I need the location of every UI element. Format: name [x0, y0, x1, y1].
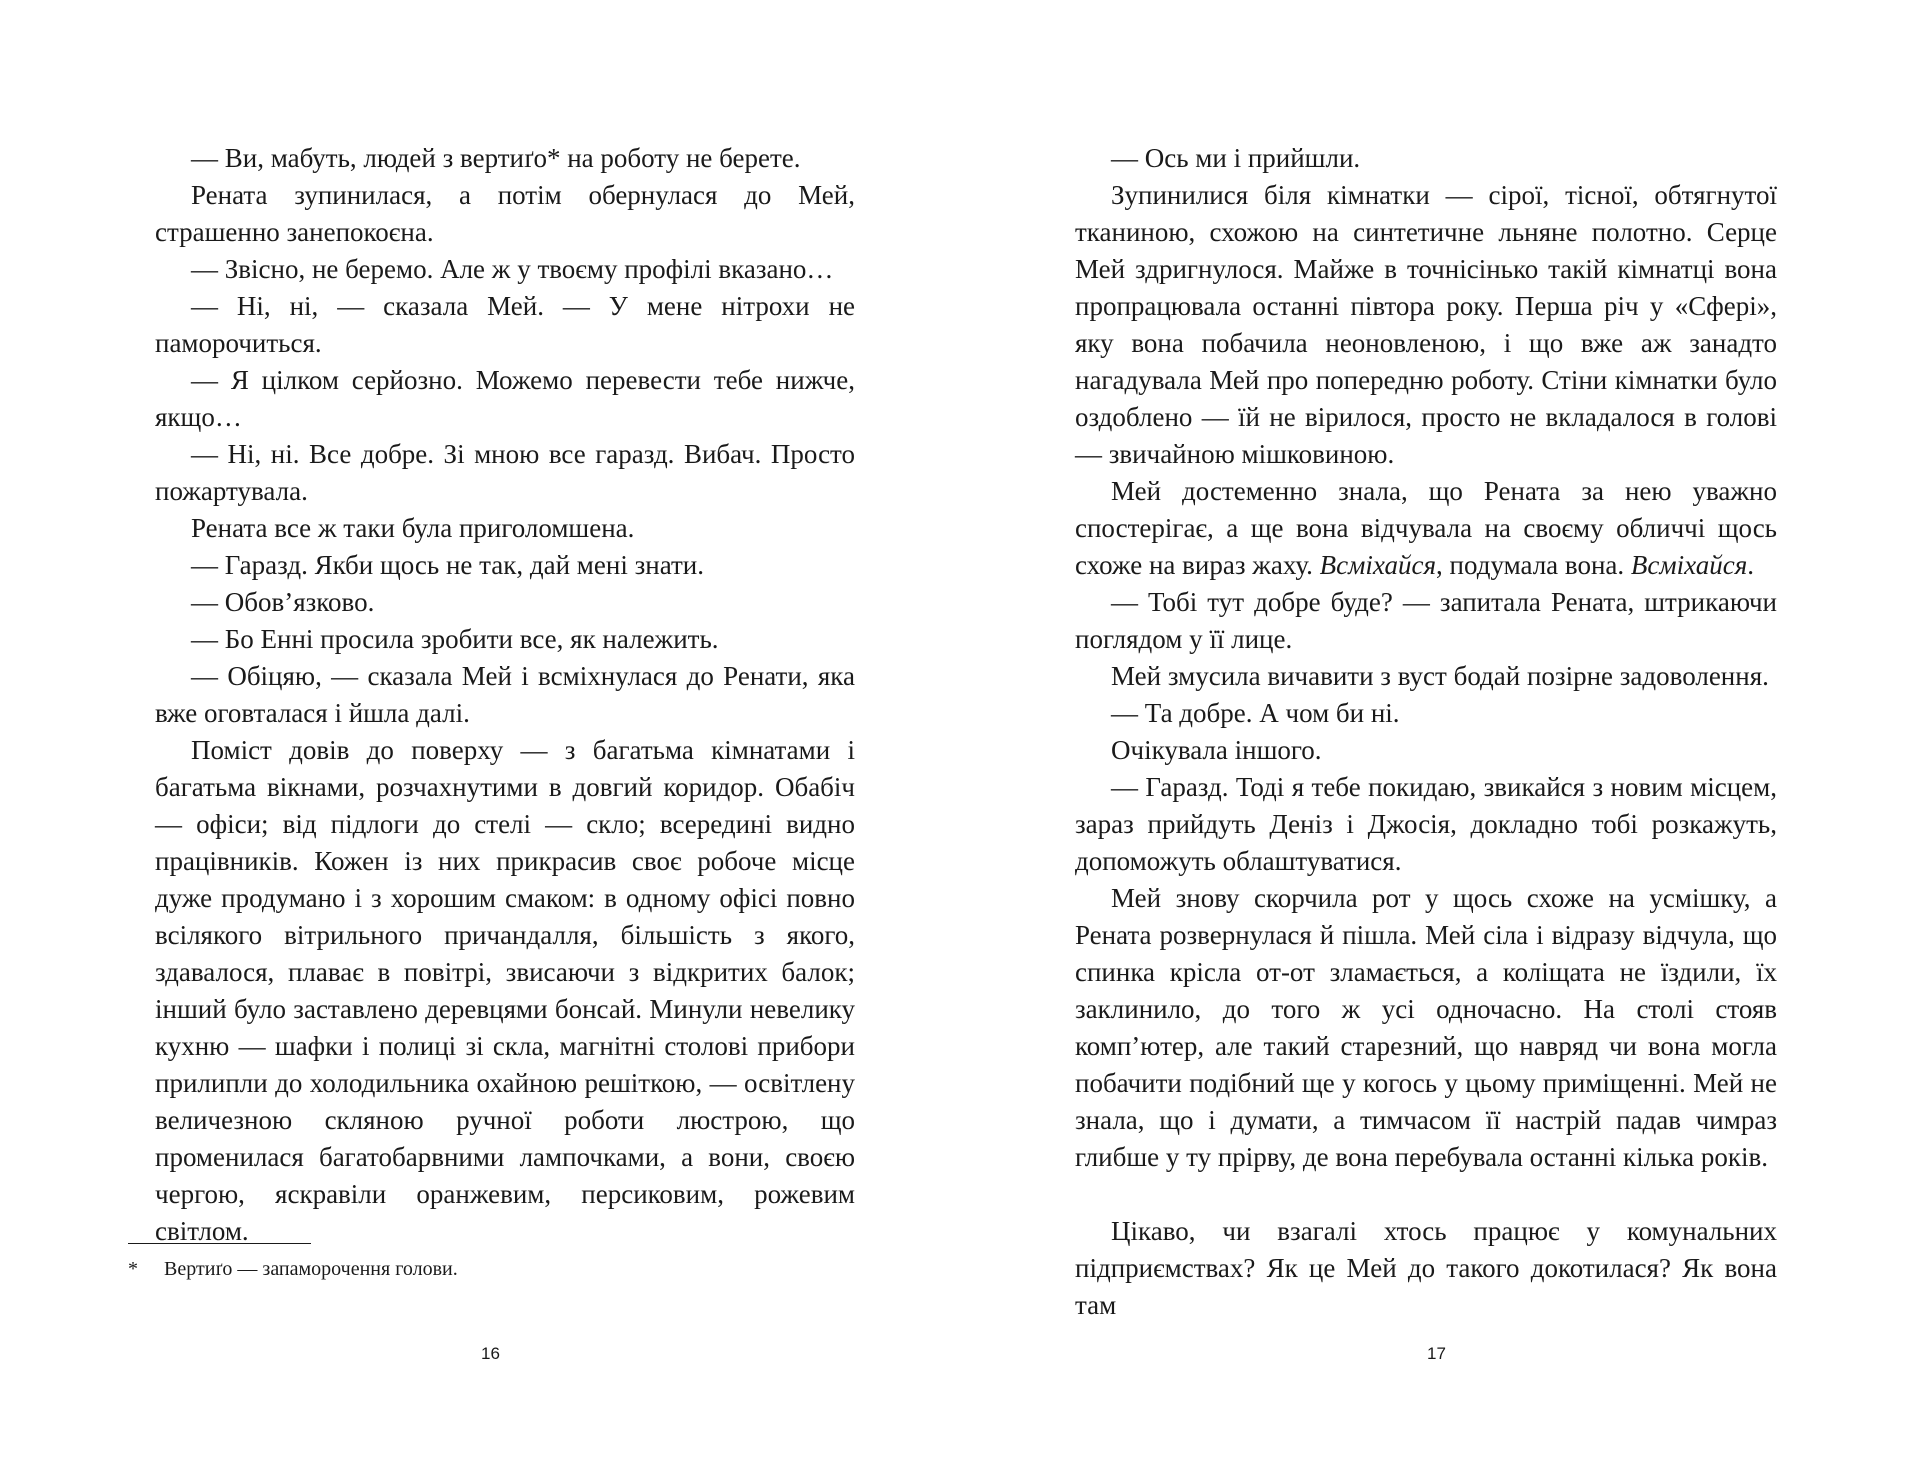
paragraph-text: , подумала вона. — [1436, 550, 1631, 580]
footnote-marker: * — [128, 1258, 138, 1280]
paragraph: — Ні, ні. Все добре. Зі мною все гаразд. Вибач. Просто пожартувала. — [155, 439, 855, 506]
paragraph: — Ось ми і прийшли. — [1111, 143, 1361, 173]
paragraph: Зупинилися біля кімнатки — сірої, тісної, обтягнутої тканиною, схожою на синтетичне льняне полотно. Серце Мей здригнулося. Майже в точнісінько такій кімнатці вона пропрацювала останні півтора року. Перша річ у «Сфері», яку вона побачила неоновленою, і що вже аж занадто нагадувала Мей про попередню роботу. Стіни кімнатки було оздоблено — їй не вірилося, просто не вкладалося в голові — звичайною мішковиною. — [1075, 180, 1777, 469]
paragraph — [1075, 473, 1777, 584]
page-number: 17 — [1427, 1344, 1446, 1363]
left-page-text — [155, 140, 855, 1250]
paragraph: — Обов’язково. — [191, 587, 375, 617]
footnote-text: Вертиґо — запаморочення голови. — [164, 1258, 458, 1280]
paragraph: — Ви, мабуть, людей з вертиґо* на роботу не берете. — [191, 143, 801, 173]
footnote-divider — [128, 1243, 311, 1244]
paragraph: — Ні, ні, — сказала Мей. — У мене нітрохи не паморочиться. — [155, 291, 855, 358]
paragraph: — Бо Енні просила зробити все, як належить. — [191, 624, 719, 654]
paragraph: — Та добре. А чом би ні. — [1111, 698, 1400, 728]
paragraph: — Гаразд. Якби щось не так, дай мені знати. — [191, 550, 704, 580]
paragraph: Мей змусила вичавити з вуст бодай позірне задоволення. — [1111, 661, 1769, 691]
paragraph: — Звісно, не беремо. Але ж у твоєму профілі вказано… — [191, 254, 834, 284]
section-paragraph: Цікаво, чи взагалі хтось працює у комунальних підприємствах? Як це Мей до такого докотилася? Як вона там — [1075, 1216, 1777, 1320]
right-page-text — [1075, 140, 1777, 1324]
right-page — [960, 0, 1920, 1477]
paragraph-text: Мей достеменно знала, що Рената за нею уважно спостерігає, а ще вона відчувала на своєму обличчі щось схоже на вираз жаху. — [1075, 476, 1777, 580]
paragraph: Рената зупинилася, а потім обернулася до Мей, страшенно занепокоєна. — [155, 180, 855, 247]
paragraph: — Обіцяю, — сказала Мей і всміхнулася до Ренати, яка вже оговталася і йшла далі. — [155, 661, 855, 728]
footnote — [128, 1255, 828, 1283]
paragraph: Поміст довів до поверху — з багатьма кімнатами і багатьма вікнами, розчахнутими в довгий коридор. Обабіч — офіси; від підлоги до стелі — скло; всередині видно працівників. Кожен із них прикрасив своє робоче місце дуже продумано і з хорошим смаком: в одному офісі повно всілякого вітрильного причандалля, більшість з якого, здавалося, плаває в повітрі, звисаючи з відкритих балок; інший було заставлено деревцями бонсай. Минули невелику кухню — шафки і полиці зі скла, магнітні столові прибори прилипли до холодильника охайною решіткою, — освітлену величезною скляною ручної роботи люстрою, що променилася багатобарвними лампочками, а вони, своєю чергою, яскравіли оранжевим, персиковим, рожевим світлом. — [155, 735, 855, 1246]
italic-thought: Всміхайся — [1630, 550, 1748, 580]
paragraph: Очікувала іншого. — [1111, 735, 1322, 765]
paragraph: Рената все ж таки була приголомшена. — [191, 513, 635, 543]
paragraph: — Я цілком серйозно. Можемо перевести тебе нижче, якщо… — [155, 365, 855, 432]
paragraph: — Тобі тут добре буде? — запитала Рената, штрикаючи поглядом у її лице. — [1075, 587, 1777, 654]
paragraph: Мей знову скорчила рот у щось схоже на усмішку, а Рената розвернулася й пішла. Мей сіла і відразу відчула, що спинка крісла от-от зламається, а коліщата не їздили, їх заклинило, до того ж усі одночасно. На столі стояв комп’ютер, але такий старезний, що навряд чи вона могла побачити подібний ще у когось у цьому приміщенні. Мей не знала, що і думати, а тимчасом її настрій падав чимраз глибше у ту прірву, де вона перебувала останні кілька років. — [1075, 883, 1777, 1172]
italic-thought: Всміхайся — [1319, 550, 1437, 580]
page-number: 16 — [481, 1344, 500, 1363]
paragraph: — Гаразд. Тоді я тебе покидаю, звикайся з новим місцем, зараз прийдуть Деніз і Джосія, докладно тобі розкажуть, допоможуть облаштуватися. — [1075, 772, 1777, 876]
paragraph-text: . — [1747, 550, 1755, 580]
